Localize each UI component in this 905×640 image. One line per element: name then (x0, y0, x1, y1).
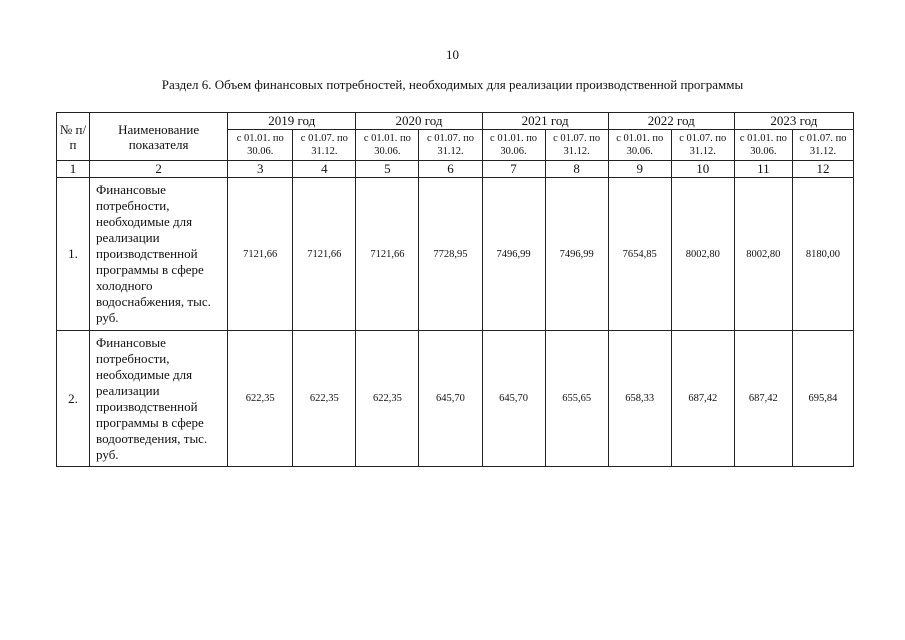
header-period-h1: с 01.01. по 30.06. (734, 130, 792, 161)
value-cell: 658,33 (608, 331, 671, 467)
value-cell: 7496,99 (545, 178, 608, 331)
column-number: 12 (792, 161, 853, 178)
header-period-h1: с 01.01. по 30.06. (228, 130, 293, 161)
column-number: 8 (545, 161, 608, 178)
header-year: 2023 год (734, 113, 853, 130)
value-cell: 695,84 (792, 331, 853, 467)
header-period-h2: с 01.07. по 31.12. (671, 130, 734, 161)
header-year: 2022 год (608, 113, 734, 130)
table-row (57, 331, 854, 467)
column-number: 10 (671, 161, 734, 178)
section-title: Раздел 6. Объем финансовых потребностей, необходимых для реализации производственной программы (161, 77, 744, 92)
row-indicator-name: Финансовые потребности, необходимые для реализации производственной программы в сфере водоотведения, тыс. руб. (90, 331, 228, 467)
header-name: Наименование показателя (90, 113, 228, 161)
value-cell: 7121,66 (293, 178, 356, 331)
header-period-h2: с 01.07. по 31.12. (545, 130, 608, 161)
page-number: 10 (446, 47, 459, 62)
column-number: 1 (57, 161, 90, 178)
value-cell: 8002,80 (671, 178, 734, 331)
value-cell: 622,35 (293, 331, 356, 467)
value-cell: 7728,95 (419, 178, 482, 331)
header-year: 2021 год (482, 113, 608, 130)
column-number: 7 (482, 161, 545, 178)
column-number: 2 (90, 161, 228, 178)
value-cell: 7496,99 (482, 178, 545, 331)
header-year: 2020 год (356, 113, 482, 130)
header-period-h2: с 01.07. по 31.12. (293, 130, 356, 161)
column-number: 4 (293, 161, 356, 178)
value-cell: 8180,00 (792, 178, 853, 331)
value-cell: 645,70 (482, 331, 545, 467)
value-cell: 645,70 (419, 331, 482, 467)
column-number: 6 (419, 161, 482, 178)
financial-needs-table (56, 112, 854, 467)
column-number: 11 (734, 161, 792, 178)
value-cell: 7654,85 (608, 178, 671, 331)
table-row (57, 178, 854, 331)
row-number: 1. (57, 178, 90, 331)
value-cell: 687,42 (734, 331, 792, 467)
value-cell: 622,35 (356, 331, 419, 467)
header-period-h1: с 01.01. по 30.06. (356, 130, 419, 161)
row-number: 2. (57, 331, 90, 467)
value-cell: 8002,80 (734, 178, 792, 331)
row-indicator-name: Финансовые потребности, необходимые для реализации производственной программы в сфере холодного водоснабжения, тыс. руб. (90, 178, 228, 331)
header-year: 2019 год (228, 113, 356, 130)
value-cell: 7121,66 (356, 178, 419, 331)
header-no: № п/п (57, 113, 90, 161)
header-period-h1: с 01.01. по 30.06. (608, 130, 671, 161)
header-period-h2: с 01.07. по 31.12. (792, 130, 853, 161)
value-cell: 687,42 (671, 331, 734, 467)
value-cell: 655,65 (545, 331, 608, 467)
column-number: 5 (356, 161, 419, 178)
value-cell: 7121,66 (228, 178, 293, 331)
header-period-h2: с 01.07. по 31.12. (419, 130, 482, 161)
column-number: 3 (228, 161, 293, 178)
column-number: 9 (608, 161, 671, 178)
header-period-h1: с 01.01. по 30.06. (482, 130, 545, 161)
value-cell: 622,35 (228, 331, 293, 467)
